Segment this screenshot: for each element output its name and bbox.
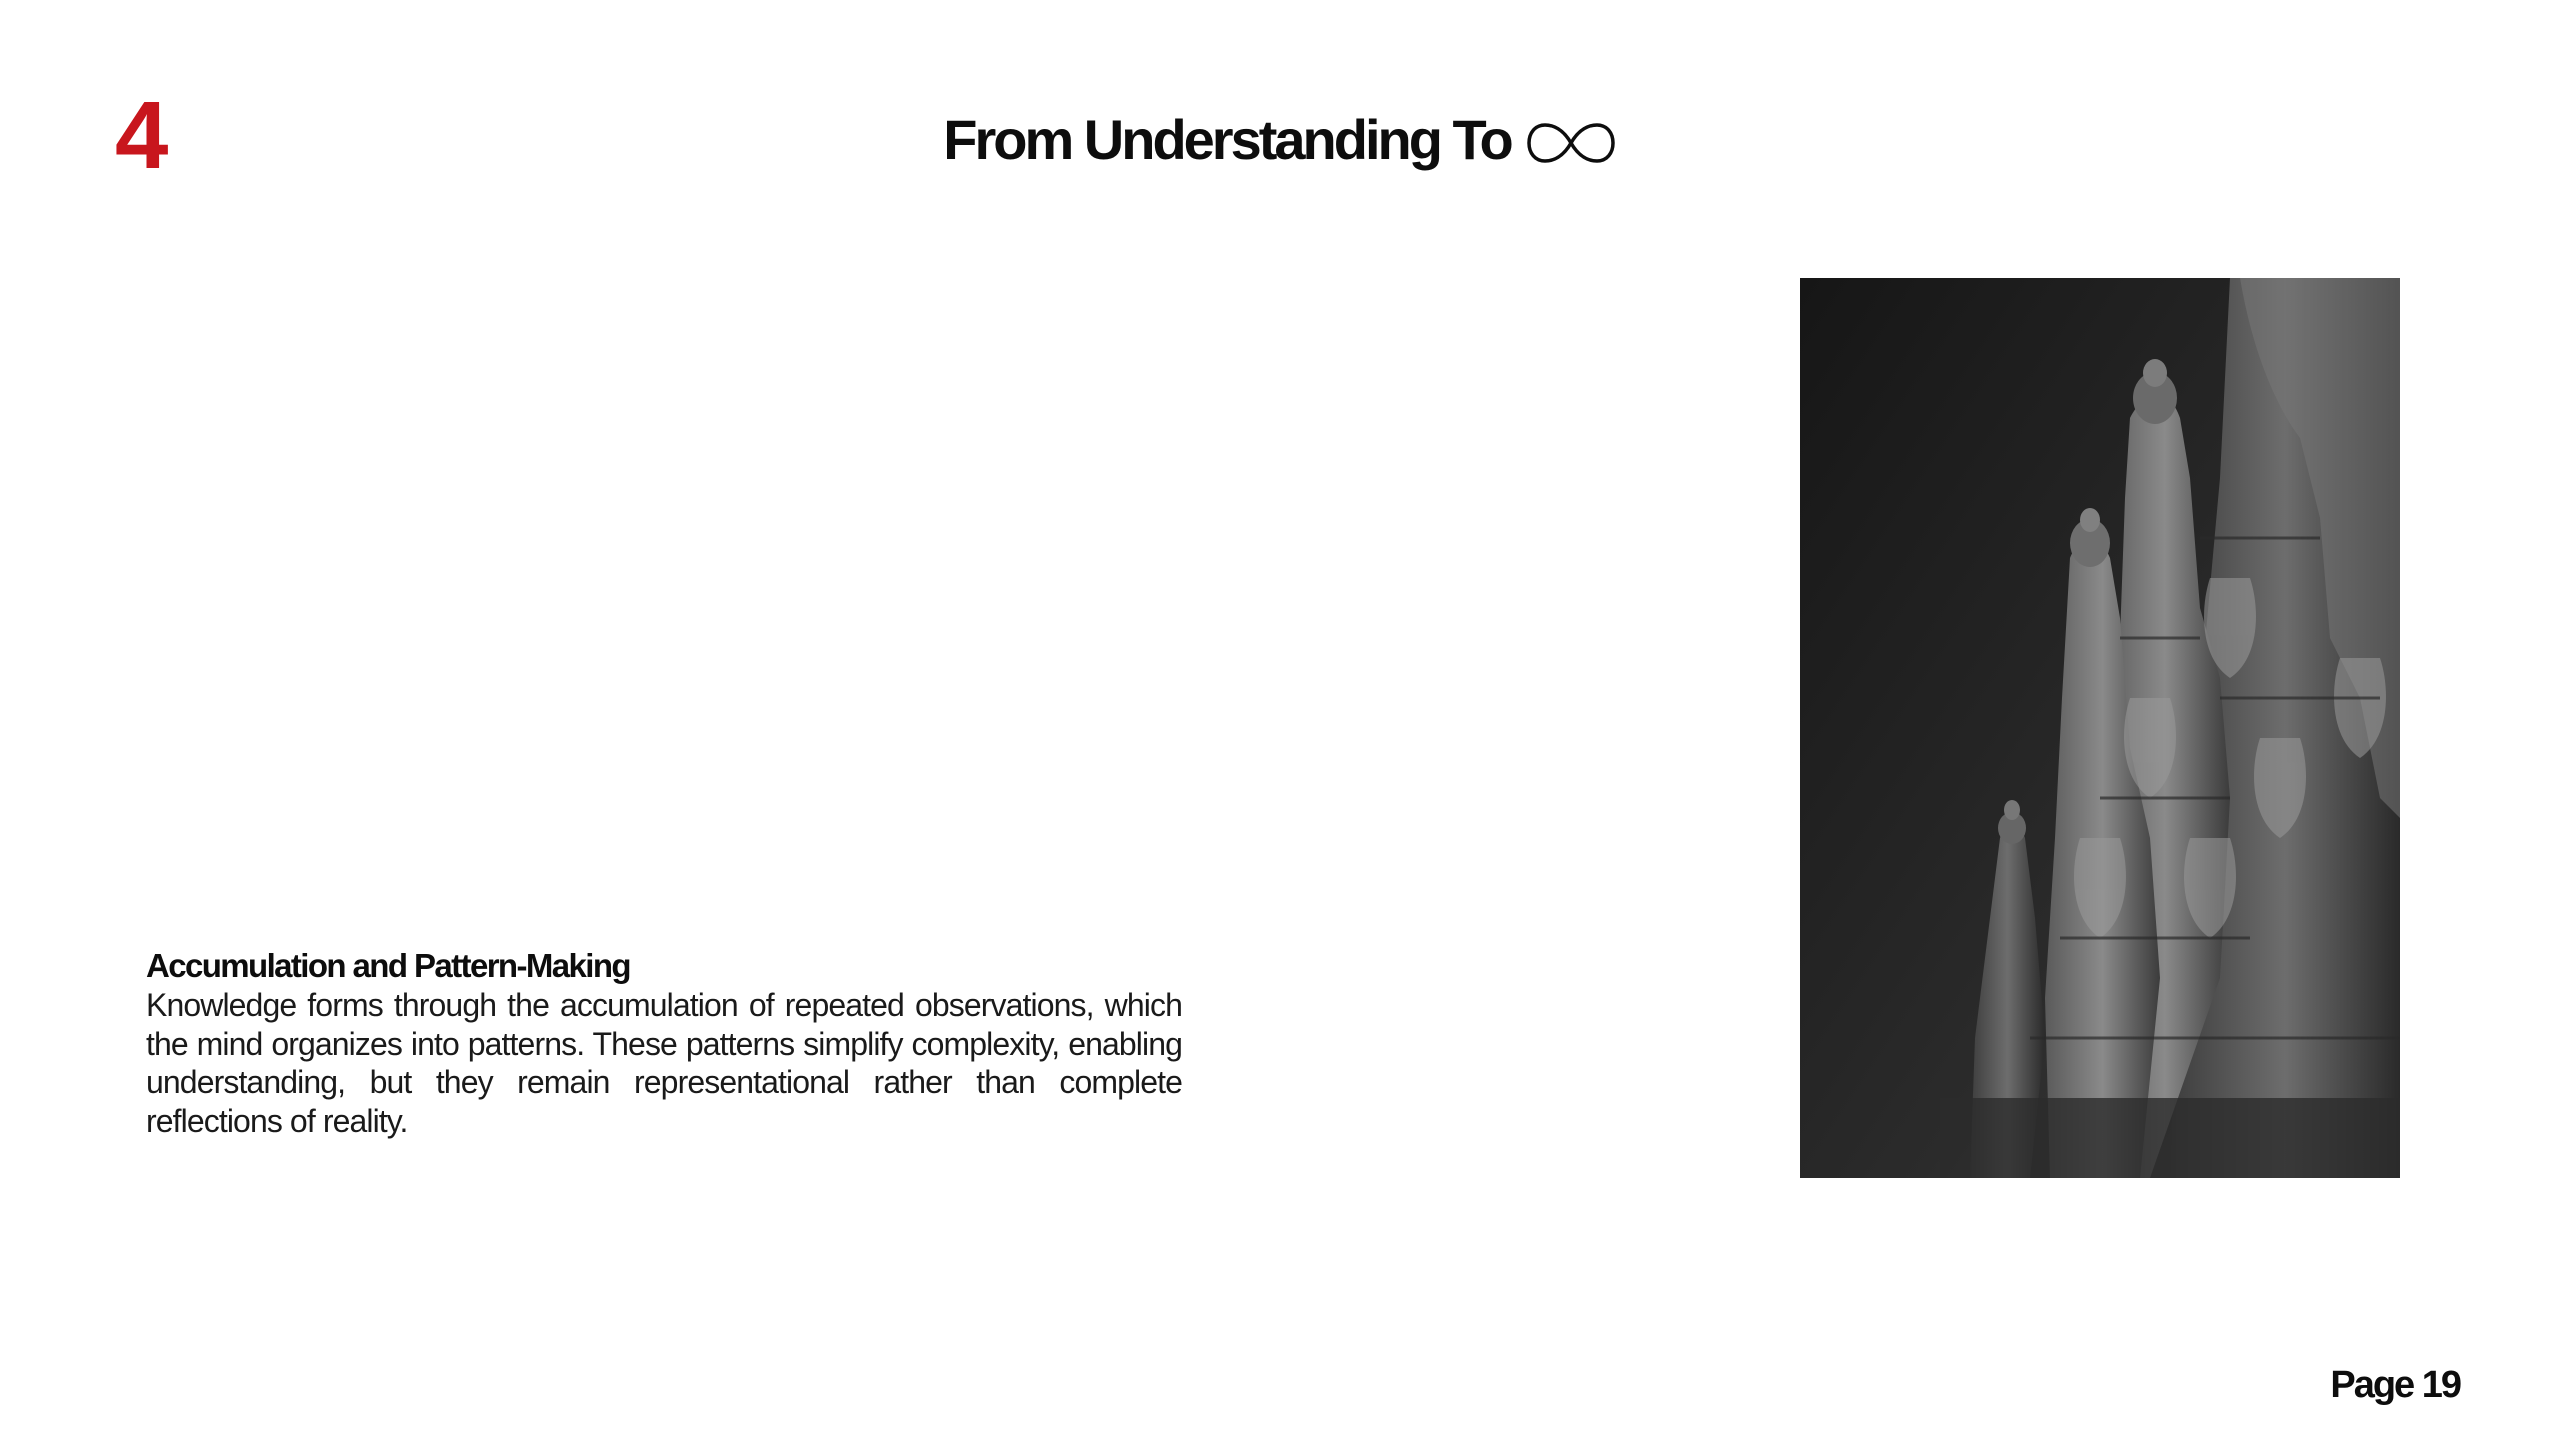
chapter-number: 4 [115,82,167,189]
section-text-block [146,946,1182,1140]
page-title: From Understanding To [943,108,1511,171]
infinity-icon [1525,121,1617,165]
temple-illustration [1800,278,2400,1178]
title-row [0,108,2560,171]
section-heading: Accumulation and Pattern-Making [146,947,630,984]
section-body: Knowledge forms through the accumulation of repeated observations, which the mind organizes into patterns. These patterns simplify complexity, enabling understanding, but they remain representational rather than complete reflections of reality. [146,987,1182,1139]
temple-spire-photo [1800,278,2400,1178]
page-number: Page 19 [2330,1364,2460,1406]
